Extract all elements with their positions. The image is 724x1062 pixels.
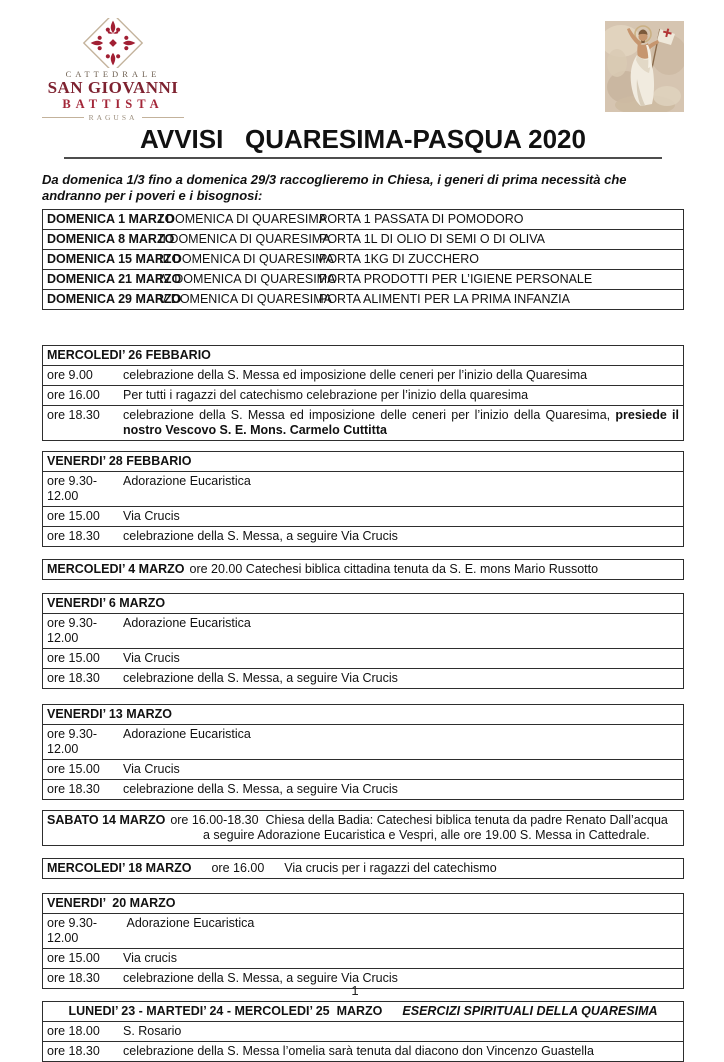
table-row bbox=[43, 759, 683, 779]
schedule-table-mar14 bbox=[42, 810, 684, 846]
table-row bbox=[43, 948, 683, 968]
table-row bbox=[43, 506, 683, 526]
table-header: VENERDI’ 20 MARZO bbox=[47, 896, 176, 910]
table-row bbox=[43, 724, 683, 759]
table-header bbox=[43, 1002, 683, 1021]
cathedral-cross-ornament-icon bbox=[70, 18, 156, 68]
desc-cell: celebrazione della S. Messa l’omelia sarà tenuta dal diacono don Vincenzo Guastella bbox=[123, 1044, 594, 1058]
schedule-table-mar2325 bbox=[42, 1001, 684, 1062]
table-row bbox=[43, 560, 683, 579]
row-sunday: IV DOMENICA DI QUARESIMA bbox=[159, 272, 336, 286]
table-row bbox=[43, 269, 683, 289]
table-header: VENERDI’ 6 MARZO bbox=[47, 596, 166, 610]
schedule-table-mar6 bbox=[42, 593, 684, 689]
page-header bbox=[42, 18, 684, 120]
row-item: PORTA ALIMENTI PER LA PRIMA INFANZIA bbox=[319, 292, 570, 306]
desc-cell: Adorazione Eucaristica bbox=[123, 727, 251, 741]
time-cell: ore 15.00 bbox=[47, 762, 100, 776]
table-row bbox=[43, 289, 683, 309]
schedule-table-feb28 bbox=[42, 451, 684, 547]
table-row bbox=[43, 471, 683, 506]
row-sunday: III DOMENICA DI QUARESIMA bbox=[159, 252, 335, 266]
row-sunday: V DOMENICA DI QUARESIMA bbox=[159, 292, 332, 306]
time-cell: ore 9.30-12.00 bbox=[47, 616, 98, 645]
desc-cell: Adorazione Eucaristica bbox=[123, 616, 251, 630]
spacer bbox=[42, 310, 684, 345]
desc-cell: celebrazione della S. Messa, a seguire Via Crucis bbox=[123, 971, 398, 985]
table-row bbox=[43, 249, 683, 269]
table-row bbox=[43, 229, 683, 249]
desc-cell: Via crucis bbox=[123, 951, 177, 965]
collection-table bbox=[42, 209, 684, 310]
date-text: SABATO 14 MARZO bbox=[47, 813, 166, 827]
table-header: VENERDI’ 28 FEBBARIO bbox=[47, 454, 192, 468]
logo-text-ragusa: RAGUSA bbox=[88, 113, 138, 122]
time-cell: ore 18.30 bbox=[47, 671, 100, 685]
date-text: MERCOLEDI’ 18 MARZO bbox=[47, 861, 192, 875]
table-header: MERCOLEDI’ 26 FEBBARIO bbox=[47, 348, 211, 362]
resurrection-image bbox=[605, 21, 684, 112]
row-date: DOMENICA 21 MARZO bbox=[47, 272, 182, 286]
time-cell: ore 18.00 bbox=[47, 1024, 100, 1038]
desc-cell: S. Rosario bbox=[123, 1024, 182, 1038]
table-row bbox=[43, 913, 683, 948]
table-row bbox=[43, 365, 683, 385]
schedule-table-mar13 bbox=[42, 704, 684, 800]
row-item: PORTA 1 PASSATA DI POMODORO bbox=[319, 212, 524, 226]
row-sunday: II DOMENICA DI QUARESIMA bbox=[159, 232, 331, 246]
desc-cell: celebrazione della S. Messa ed imposizione delle ceneri per l’inizio della Quaresima bbox=[123, 368, 588, 382]
row-date: DOMENICA 15 MARZO bbox=[47, 252, 182, 266]
time-cell: ore 18.30 bbox=[47, 782, 100, 796]
logo-text-ragusa-row bbox=[42, 113, 184, 122]
table-row bbox=[43, 859, 683, 878]
logo-text-san-giovanni: SAN GIOVANNI bbox=[47, 78, 179, 97]
desc-text: ore 16.00-18.30 Chiesa della Badia: Catechesi biblica tenuta da padre Renato Dall’acqua bbox=[170, 813, 668, 827]
intro-text: Da domenica 1/3 fino a domenica 29/3 raccoglieremo in Chiesa, i generi di prima necessità che andranno per i poveri e i bisognosi: bbox=[42, 172, 627, 203]
row-item: PORTA 1L DI OLIO DI SEMI O DI OLIVA bbox=[319, 232, 545, 246]
header-subtitle: ESERCIZI SPIRITUALI DELLA QUARESIMA bbox=[402, 1004, 658, 1018]
decorative-line bbox=[42, 117, 84, 118]
desc-cell: Adorazione Eucaristica bbox=[123, 474, 251, 488]
table-row bbox=[43, 210, 683, 229]
schedule-table-mar20 bbox=[42, 893, 684, 989]
row-date: DOMENICA 1 MARZO bbox=[47, 212, 175, 226]
title-rule bbox=[64, 157, 662, 159]
time-cell: ore 9.30-12.00 bbox=[47, 727, 98, 756]
table-row bbox=[43, 779, 683, 799]
row-date: DOMENICA 8 MARZO bbox=[47, 232, 175, 246]
line-2: a seguire Adorazione Eucaristica e Vespri, alle ore 19.00 S. Messa in Cattedrale. bbox=[203, 828, 650, 842]
page-title: AVVISI QUARESIMA-PASQUA 2020 bbox=[140, 124, 586, 154]
time-cell: ore 18.30 bbox=[47, 1044, 100, 1058]
decorative-line bbox=[142, 117, 184, 118]
page-number: 1 bbox=[351, 983, 359, 998]
logo-text-cattedrale: CATTEDRALE bbox=[65, 69, 161, 79]
header-dates: LUNEDI’ 23 - MARTEDI’ 24 - MERCOLEDI’ 25 MARZO bbox=[68, 1004, 383, 1018]
desc-text: celebrazione della S. Messa ed imposizione delle ceneri per l’inizio della Quaresima, bbox=[123, 408, 616, 422]
time-cell: ore 9.30-12.00 bbox=[47, 916, 98, 945]
table-row bbox=[43, 526, 683, 546]
desc-cell: celebrazione della S. Messa, a seguire Via Crucis bbox=[123, 671, 398, 685]
table-row bbox=[43, 1021, 683, 1041]
row-date: DOMENICA 29 MARZO bbox=[47, 292, 182, 306]
row-item: PORTA 1KG DI ZUCCHERO bbox=[319, 252, 479, 266]
logo-text-battista: BATTISTA bbox=[62, 97, 164, 111]
time-cell: ore 15.00 bbox=[47, 651, 100, 665]
schedule-table-mar18 bbox=[42, 858, 684, 879]
desc-cell: Via Crucis bbox=[123, 762, 180, 776]
row-sunday: I DOMENICA DI QUARESIMA bbox=[159, 212, 328, 226]
time-text: ore 16.00 bbox=[211, 861, 265, 875]
table-header: VENERDI’ 13 MARZO bbox=[47, 707, 173, 721]
schedule-table-feb26 bbox=[42, 345, 684, 441]
spacer bbox=[382, 1004, 402, 1019]
table-row bbox=[43, 405, 683, 440]
desc-cell: Adorazione Eucaristica bbox=[123, 916, 255, 930]
table-row bbox=[43, 668, 683, 688]
desc-cell bbox=[47, 562, 598, 577]
table-row bbox=[43, 385, 683, 405]
desc-cell: celebrazione della S. Messa, a seguire Via Crucis bbox=[123, 529, 398, 543]
desc-text: Via crucis per i ragazzi del catechismo bbox=[284, 861, 497, 875]
desc-cell: Via Crucis bbox=[123, 651, 180, 665]
time-cell: ore 18.30 bbox=[47, 971, 100, 985]
line-1 bbox=[47, 813, 679, 828]
table-row bbox=[43, 811, 683, 845]
time-cell: ore 9.30-12.00 bbox=[47, 474, 98, 503]
cathedral-logo bbox=[42, 18, 184, 122]
time-cell: ore 18.30 bbox=[47, 529, 100, 543]
time-cell: ore 16.00 bbox=[47, 388, 100, 402]
schedule-table-mar4 bbox=[42, 559, 684, 580]
table-row bbox=[43, 1041, 683, 1061]
desc-cell: celebrazione della S. Messa, a seguire Via Crucis bbox=[123, 782, 398, 796]
desc-cell bbox=[47, 861, 497, 876]
time-cell: ore 9.00 bbox=[47, 368, 93, 382]
desc-bold-text: presiede il nostro Vescovo S. E. Mons. Carmelo Cuttitta bbox=[123, 408, 680, 437]
table-row bbox=[43, 648, 683, 668]
desc-cell: Per tutti i ragazzi del catechismo celebrazione per l’inizio della quaresima bbox=[123, 388, 529, 402]
table-row bbox=[43, 613, 683, 648]
time-cell: ore 15.00 bbox=[47, 509, 100, 523]
time-cell: ore 18.30 bbox=[47, 408, 100, 422]
desc-cell: Via Crucis bbox=[123, 509, 180, 523]
desc-cell bbox=[123, 408, 679, 438]
desc-text: ore 20.00 Catechesi biblica cittadina tenuta da S. E. mons Mario Russotto bbox=[189, 562, 599, 576]
row-item: PORTA PRODOTTI PER L’IGIENE PERSONALE bbox=[319, 272, 593, 286]
time-cell: ore 15.00 bbox=[47, 951, 100, 965]
date-text: MERCOLEDI’ 4 MARZO bbox=[47, 562, 185, 576]
